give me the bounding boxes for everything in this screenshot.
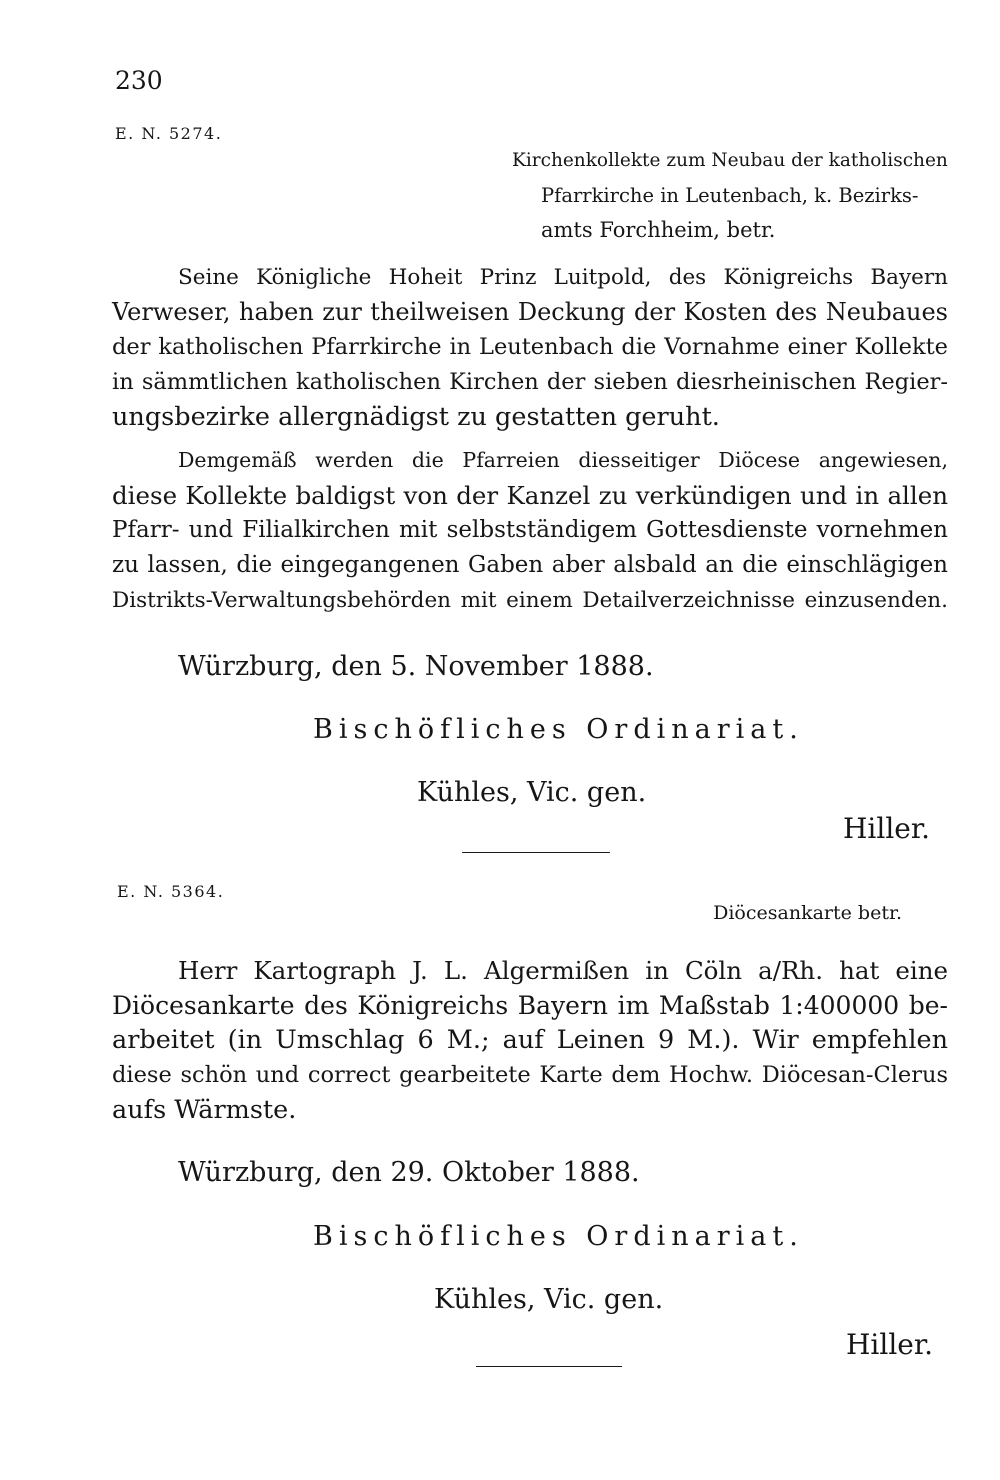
reference-number: E. N. 5274. <box>115 124 223 143</box>
secretary-signature: Hiller. <box>846 1328 934 1361</box>
subject-line: Kirchenkollekte zum Neubau der katholischen <box>512 150 948 171</box>
subject-line: Pfarrkirche in Leutenbach, k. Bezirks- <box>541 184 919 207</box>
text-line: der katholischen Pfarrkirche in Leutenbach die Vornahme einer Kollekte <box>112 334 948 360</box>
text-line: Herr Kartograph J. L. Algermißen in Cöln a/Rh. hat eine <box>178 956 948 985</box>
text-line: aufs Wärmste. <box>112 1095 297 1125</box>
text-line: diese schön und correct gearbeitete Karte dem Hochw. Diöcesan-Clerus <box>112 1062 948 1088</box>
date-line: Würzburg, den 29. Oktober 1888. <box>178 1157 640 1188</box>
body-paragraph <box>112 260 948 435</box>
text-line: Seine Königliche Hoheit Prinz Luitpold, des Königreichs Bayern <box>178 265 948 290</box>
section-divider <box>462 852 610 853</box>
text-line: zu lassen, die eingegangenen Gaben aber alsbald an die einschlägigen <box>112 552 948 578</box>
text-line: in sämmtlichen katholischen Kirchen der sieben diesrheinischen Regier- <box>112 369 948 395</box>
section-divider <box>476 1366 622 1367</box>
text-line: Demgemäß werden die Pfarreien diesseitiger Diöcese angewiesen, <box>178 448 948 472</box>
signatory: Kühles, Vic. gen. <box>434 1284 664 1315</box>
subject-heading <box>512 143 952 248</box>
body-paragraph <box>112 443 948 618</box>
text-line: ungsbezirke allergnädigst zu gestatten geruht. <box>112 402 720 432</box>
page-number: 230 <box>115 66 163 95</box>
text-line: Pfarr- und Filialkirchen mit selbstständigem Gottesdienste vornehmen <box>112 517 948 543</box>
signatory: Kühles, Vic. gen. <box>417 777 647 808</box>
issuing-authority: Bischöfliches Ordinariat. <box>313 714 804 745</box>
subject-heading: Diöcesankarte betr. <box>713 902 902 924</box>
text-line: arbeitet (in Umschlag 6 M.; auf Leinen 9 M.). Wir empfehlen <box>112 1025 948 1055</box>
body-paragraph <box>112 953 948 1128</box>
subject-line: amts Forchheim, betr. <box>541 218 776 242</box>
issuing-authority: Bischöfliches Ordinariat. <box>313 1221 804 1252</box>
text-line: Diöcesankarte des Königreichs Bayern im Maßstab 1:400000 be- <box>112 991 948 1020</box>
secretary-signature: Hiller. <box>843 812 931 845</box>
reference-number: E. N. 5364. <box>117 882 225 901</box>
text-line: diese Kollekte baldigst von der Kanzel zu verkündigen und in allen <box>112 481 948 510</box>
text-line: Distrikts-Verwaltungsbehörden mit einem Detailverzeichnisse einzusenden. <box>112 588 948 613</box>
text-line: Verweser, haben zur theilweisen Deckung der Kosten des Neubaues <box>112 298 948 326</box>
date-line: Würzburg, den 5. November 1888. <box>178 651 654 682</box>
